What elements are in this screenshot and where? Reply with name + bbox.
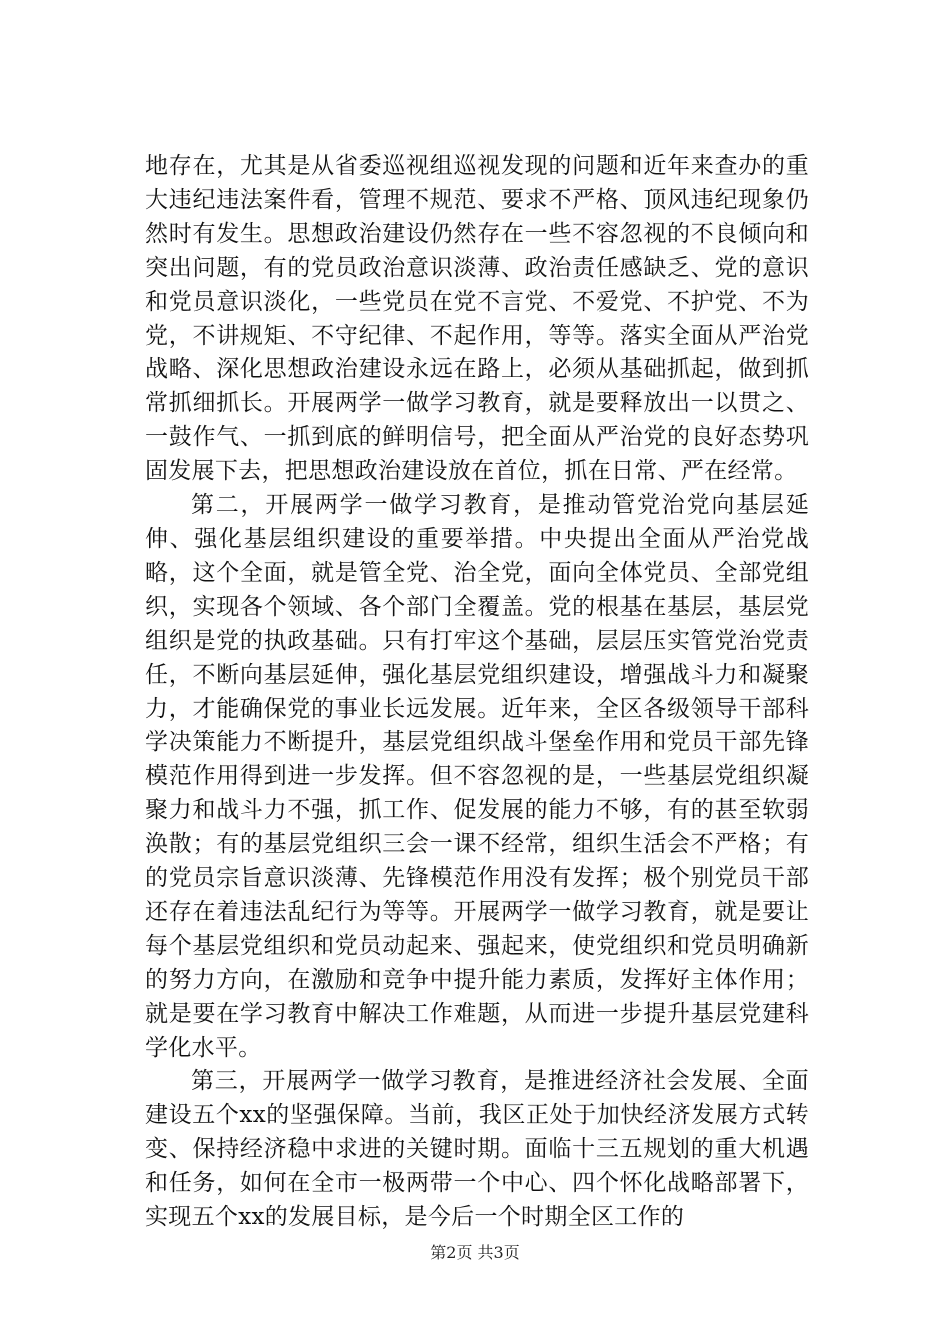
paragraph-third: 第三，开展两学一做学习教育，是推进经济社会发展、全面建设五个xx的坚强保障。当前，我区正处于加快经济发展方式转变、保持经济稳中求进的关键时期。面临十三五规划的重大机遇和任务，如何在全市一极两带一个中心、四个怀化战略部署下，实现五个xx的发展目标，是今后一个时期全区工作的: [145, 1068, 809, 1231]
document-body: [145, 150, 809, 1235]
page-number-footer: 第2页 共3页: [430, 1243, 520, 1262]
paragraph-second: 第二，开展两学一做学习教育，是推动管党治党向基层延伸、强化基层组织建设的重要举措。中央提出全面从严治党战略，这个全面，就是管全党、治全党，面向全体党员、全部党组织，实现各个领域、各个部门全覆盖。党的根基在基层，基层党组织是党的执政基础。只有打牢这个基础，层层压实管党治党责任，不断向基层延伸，强化基层党组织建设，增强战斗力和凝聚力，才能确保党的事业长远发展。近年来，全区各级领导干部科学决策能力不断提升，基层党组织战斗堡垒作用和党员干部先锋模范作用得到进一步发挥。但不容忽视的是，一些基层党组织凝聚力和战斗力不强，抓工作、促发展的能力不够，有的甚至软弱涣散；有的基层党组织三会一课不经常，组织生活会不严格；有的党员宗旨意识淡薄、先锋模范作用没有发挥；极个别党员干部还存在着违法乱纪行为等等。开展两学一做学习教育，就是要让每个基层党组织和党员动起来、强起来，使党组织和党员明确新的努力方向，在激励和竞争中提升能力素质，发挥好主体作用；就是要在学习教育中解决工作难题，从而进一步提升基层党建科学化水平。: [145, 492, 809, 1061]
paragraph-continuation: 地存在，尤其是从省委巡视组巡视发现的问题和近年来查办的重大违纪违法案件看，管理不规范、要求不严格、顶风违纪现象仍然时有发生。思想政治建设仍然存在一些不容忽视的不良倾向和突出问题，有的党员政治意识淡薄、政治责任感缺乏、党的意识和党员意识淡化，一些党员在党不言党、不爱党、不护党、不为党，不讲规矩、不守纪律、不起作用，等等。落实全面从严治党战略、深化思想政治建设永远在路上，必须从基础抓起，做到抓常抓细抓长。开展两学一做学习教育，就是要释放出一以贯之、一鼓作气、一抓到底的鲜明信号，把全面从严治党的良好态势巩固发展下去，把思想政治建设放在首位，抓在日常、严在经常。: [145, 153, 809, 485]
